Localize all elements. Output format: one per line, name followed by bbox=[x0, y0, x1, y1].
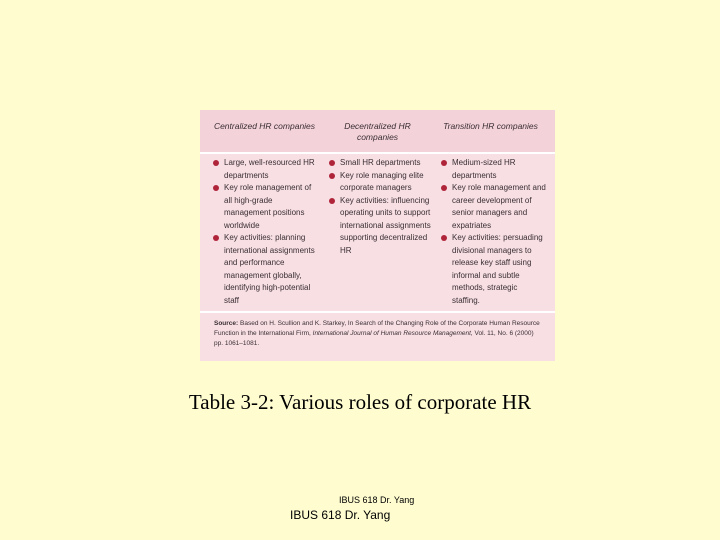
source-note bbox=[214, 319, 544, 349]
list-item: Key activities: persuading divisional managers to release key staff using informal and subtle methods, strategic staffing. bbox=[438, 232, 546, 307]
bullet-icon bbox=[441, 160, 447, 166]
list-item: Small HR departments bbox=[326, 157, 434, 170]
bullet-icon bbox=[329, 160, 335, 166]
bullet-icon bbox=[213, 235, 219, 241]
list-item: Large, well-resourced HR departments bbox=[210, 157, 318, 182]
source-divider bbox=[200, 311, 555, 313]
table-caption: Table 3-2: Various roles of corporate HR bbox=[188, 390, 532, 414]
list-item: Key activities: planning international assignments and performance management globally, identifying high-potential staff bbox=[210, 232, 318, 307]
bullet-icon bbox=[441, 235, 447, 241]
footer-main: IBUS 618 Dr. Yang bbox=[290, 508, 391, 522]
bullet-icon bbox=[213, 160, 219, 166]
column-header-centralized: Centralized HR companies bbox=[213, 121, 316, 131]
source-journal: International Journal of Human Resource Management, bbox=[312, 330, 473, 337]
list-item: Key role management of all high-grade management positions worldwide bbox=[210, 182, 318, 232]
list-item: Medium-sized HR departments bbox=[438, 157, 546, 182]
source-label: Source: bbox=[214, 320, 239, 327]
table-header-row bbox=[200, 110, 555, 152]
column-transition bbox=[438, 157, 546, 307]
hr-roles-table bbox=[200, 110, 555, 361]
column-header-transition: Transition HR companies bbox=[443, 121, 538, 131]
list-item: Key activities: influencing operating units to support international assignments supporting decentralized HR bbox=[326, 195, 434, 258]
bullet-icon bbox=[213, 185, 219, 191]
source-tail: Vol. 11, No. 6 (2000) pp. 1061–1081. bbox=[214, 330, 534, 347]
list-item: Key role management and career development of senior managers and expatriates bbox=[438, 182, 546, 232]
column-centralized bbox=[210, 157, 318, 307]
list-item: Key role managing elite corporate managers bbox=[326, 170, 434, 195]
header-divider bbox=[200, 152, 555, 154]
bullet-icon bbox=[441, 185, 447, 191]
bullet-icon bbox=[329, 198, 335, 204]
source-text: Based on H. Scullion and K. Starkey, In Search of the Changing Role of the Corporate Human Resource Function in the International Firm, bbox=[214, 320, 540, 337]
column-decentralized bbox=[326, 157, 434, 257]
footer-small: IBUS 618 Dr. Yang bbox=[339, 495, 415, 505]
column-header-decentralized: Decentralized HR companies bbox=[344, 121, 411, 142]
bullet-icon bbox=[329, 173, 335, 179]
